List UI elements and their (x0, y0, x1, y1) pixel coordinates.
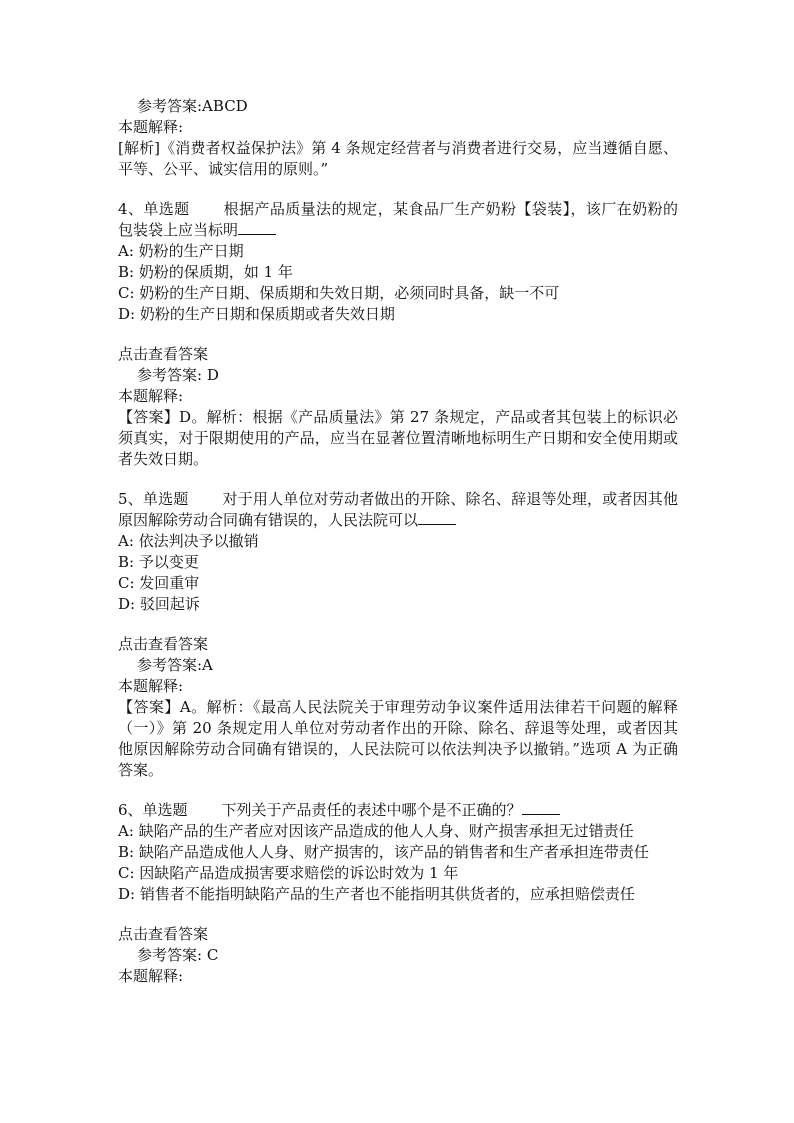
option-a: A: 缺陷产品的生产者应对因该产品造成的他人人身、财产损害承担无过错责任 (118, 822, 634, 840)
question-stem: 对于用人单位对劳动者做出的开除、除名、辞退等处理，或者因其他原因解除劳动合同确有错误的，人民法院可以 (118, 490, 678, 529)
answer-blank (238, 220, 276, 235)
question-number: 4、单选题 (118, 200, 190, 218)
reveal-answer-link[interactable]: 点击查看答案 (118, 635, 209, 653)
question-5 (118, 489, 678, 781)
answer-text: 参考答案:A (137, 656, 213, 674)
option-c: C: 发回重审 (118, 574, 200, 592)
answer-text: 参考答案: D (137, 366, 219, 384)
explain-label: 本题解释: (118, 118, 184, 136)
option-a: A: 依法判决予以撤销 (118, 532, 259, 550)
option-d: D: 销售者不能指明缺陷产品的生产者也不能指明其供货者的，应承担赔偿责任 (118, 885, 635, 903)
explanation-text: 【答案】A。解析：《最高人民法院关于审理劳动争议案件适用法律若干问题的解释（一）》第 20 条规定用人单位对劳动者作出的开除、除名、辞退等处理，或者因其他原因解除劳动合同确有错误的，人民法院可以依法判决予以撤销。”选项 A 为正确答案。 (118, 698, 678, 779)
explain-label: 本题解释: (118, 387, 184, 405)
option-a: A: 奶粉的生产日期 (118, 242, 244, 260)
answer-blank (522, 800, 560, 815)
question-number: 5、单选题 (118, 490, 189, 508)
document-page (118, 96, 678, 987)
question-6 (118, 800, 678, 987)
question-4 (118, 199, 678, 470)
option-d: D: 奶粉的生产日期和保质期或者失效日期 (118, 305, 395, 323)
option-c: C: 因缺陷产品造成损害要求赔偿的诉讼时效为 1 年 (118, 864, 459, 882)
question-stem: 根据产品质量法的规定，某食品厂生产奶粉【袋装】，该厂在奶粉的包装袋上应当标明 (118, 200, 678, 239)
question-stem: 下列关于产品责任的表述中哪个是不正确的？ (221, 801, 522, 819)
question-number: 6、单选题 (118, 801, 188, 819)
option-b: B: 予以变更 (118, 553, 199, 571)
answer-text: 参考答案:ABCD (137, 97, 248, 115)
option-c: C: 奶粉的生产日期、保质期和失效日期，必须同时具备，缺一不可 (118, 284, 560, 302)
explain-label: 本题解释: (118, 967, 184, 985)
reveal-answer-link[interactable]: 点击查看答案 (118, 925, 209, 943)
explanation-text: [解析]《消费者权益保护法》第 4 条规定经营者与消费者进行交易，应当遵循自愿、平等、公平、诚实信用的原则。” (118, 139, 678, 178)
option-b: B: 缺陷产品造成他人人身、财产损害的，该产品的销售者和生产者承担连带责任 (118, 843, 649, 861)
option-d: D: 驳回起诉 (118, 595, 200, 613)
explain-label: 本题解释: (118, 677, 184, 695)
explanation-text: 【答案】D。解析：根据《产品质量法》第 27 条规定，产品或者其包装上的标识必须真实，对于限期使用的产品，应当在显著位置清晰地标明生产日期和安全使用期或者失效日期。 (118, 408, 678, 468)
answer-text: 参考答案: C (137, 946, 219, 964)
answer-blank (418, 510, 456, 525)
reveal-answer-link[interactable]: 点击查看答案 (118, 345, 209, 363)
option-b: B: 奶粉的保质期，如 1 年 (118, 263, 293, 281)
